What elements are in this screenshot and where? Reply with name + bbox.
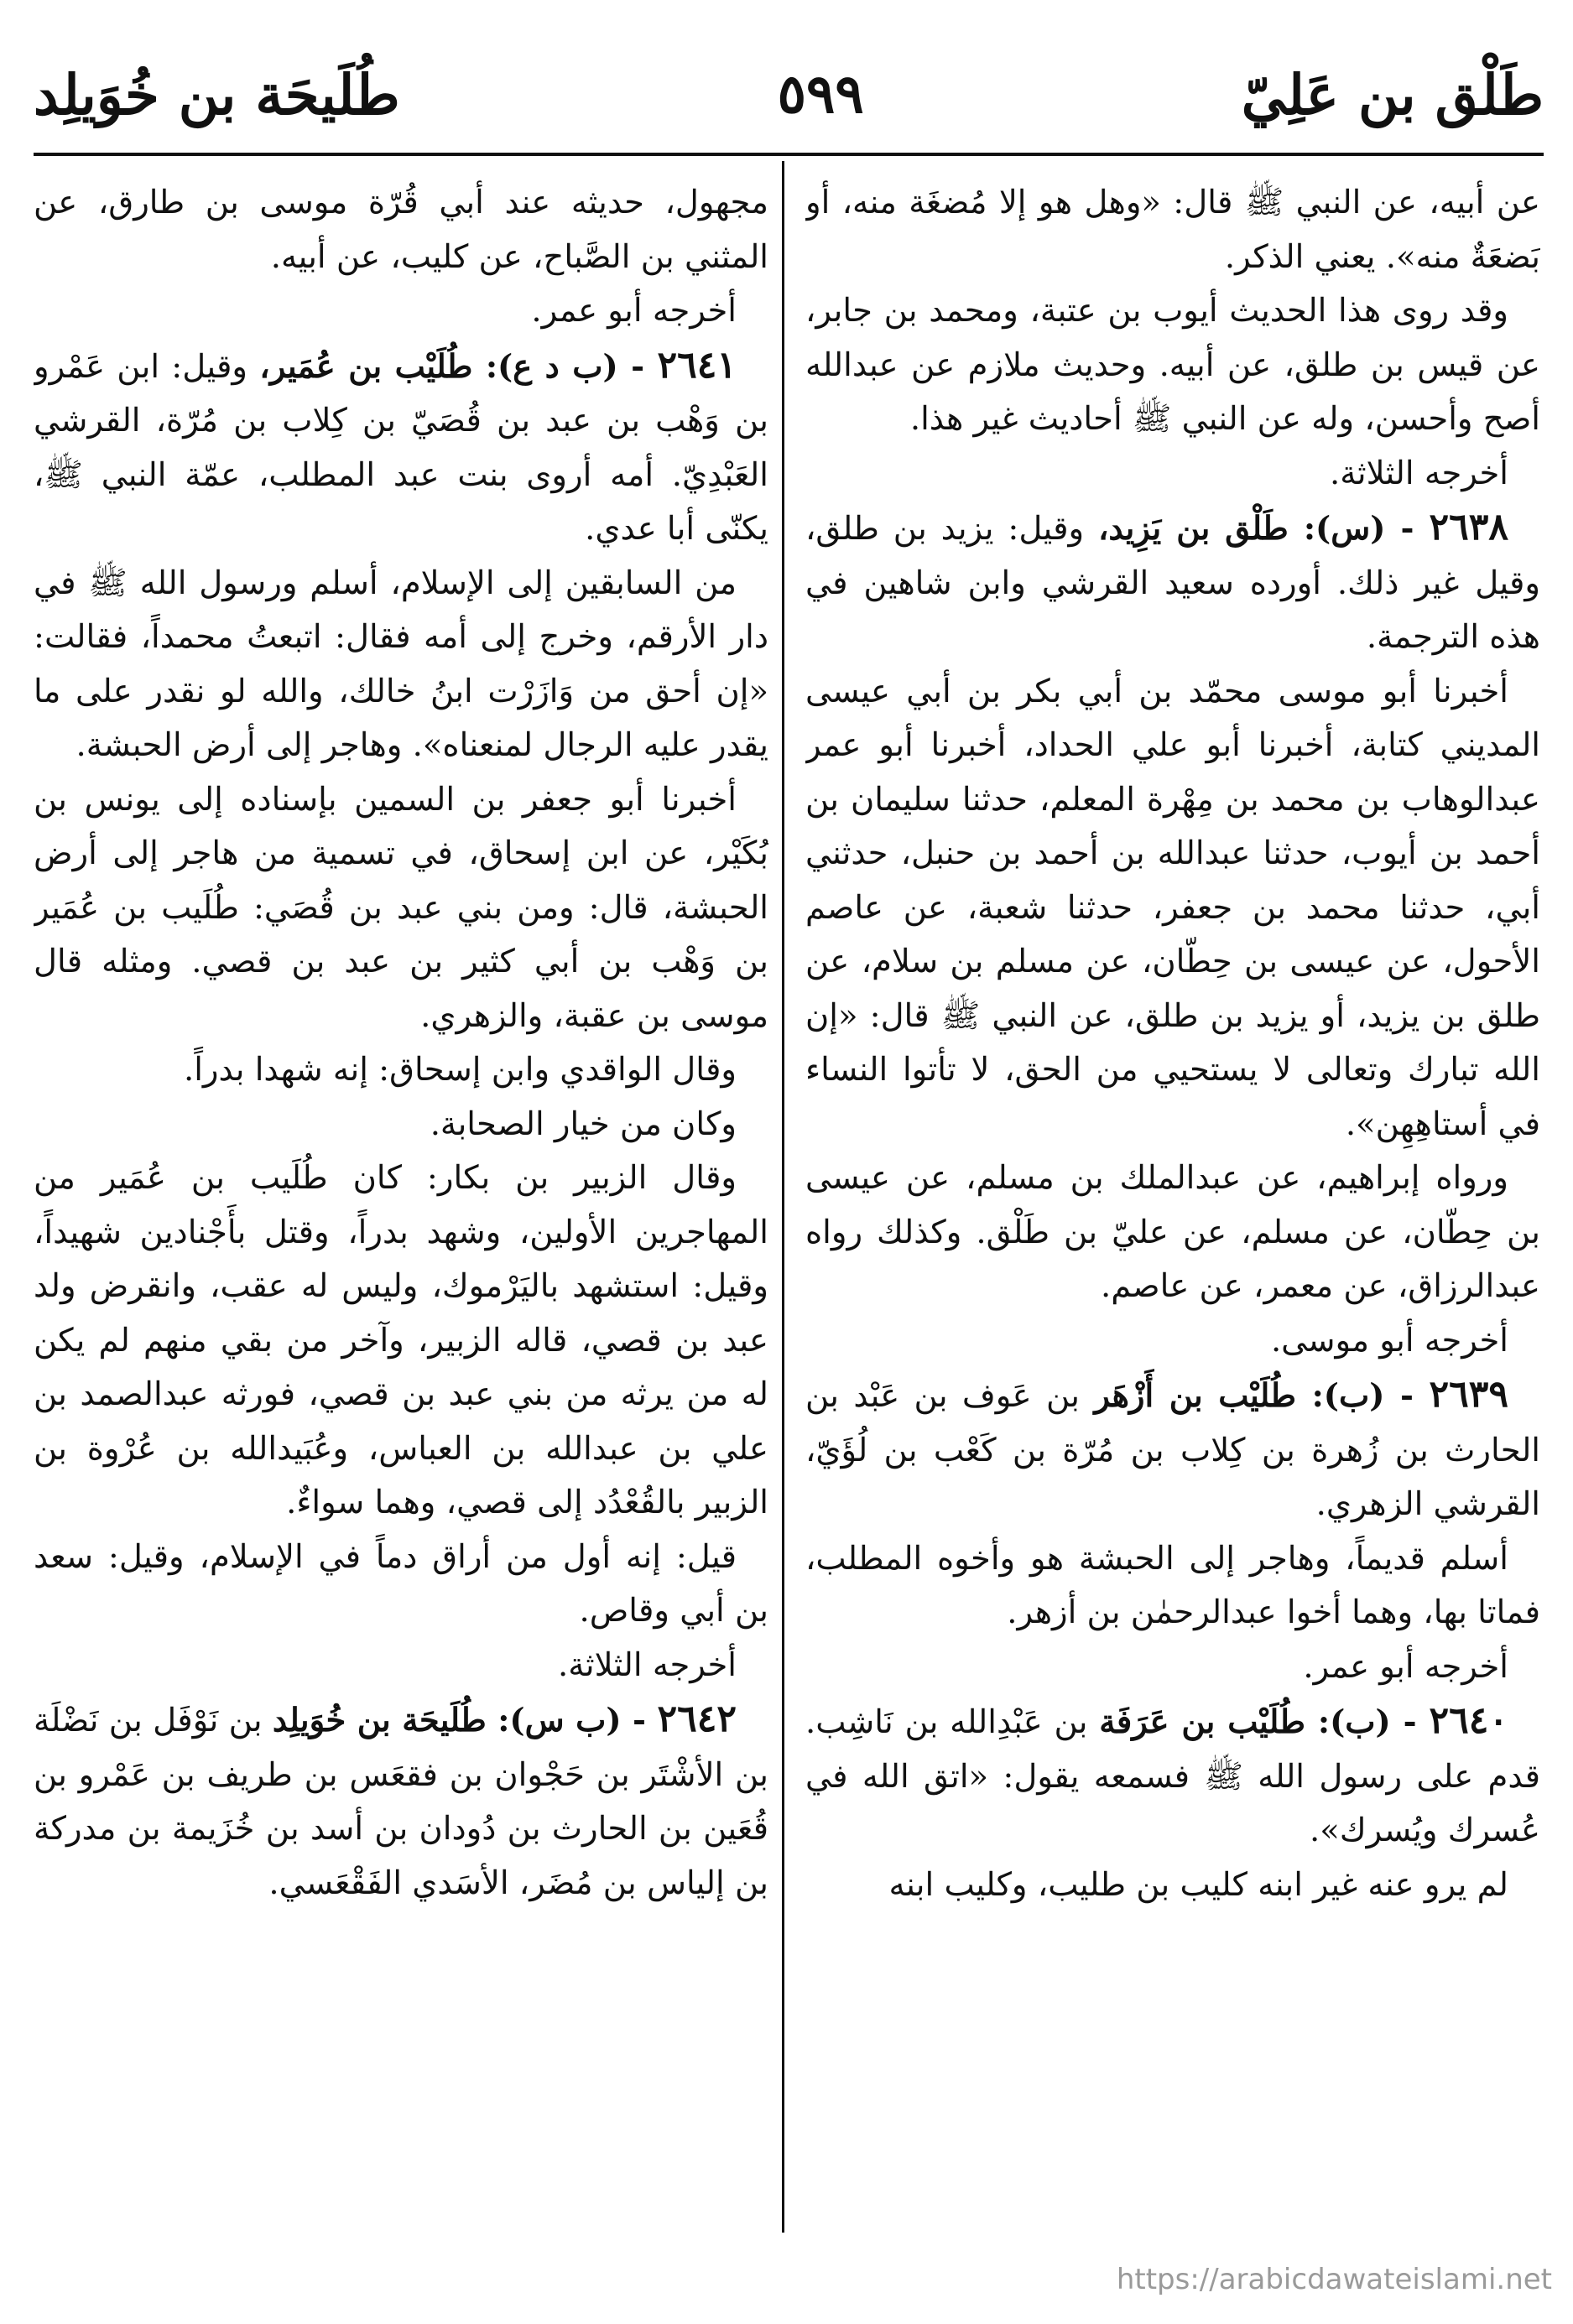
paragraph: ورواه إبراهيم، عن عبدالملك بن مسلم، عن عيسى بن حِطّان، عن مسلم، عن عليّ بن طَلْق. وكذلك رواه عبدالرزاق، عن معمر، عن عاصم. — [805, 1159, 1540, 1305]
paragraph: وكان من خيار الصحابة. — [430, 1105, 737, 1143]
paragraph: من السابقين إلى الإسلام، أسلم ورسول الله ﷺ في دار الأرقم، وخرج إلى أمه فقال: اتبعتُ محمداً، فقالت: «إن أحق من وَازَرْت ابنُ خالك، والله لو نقدر على ما يقدر عليه الرجال لمنعناه». وهاجر إلى أرض الحبشة. — [34, 564, 768, 764]
entry-number: ٢٦٤١ — [657, 343, 737, 387]
paragraph: وقال الواقدي وابن إسحاق: إنه شهدا بدراً. — [184, 1051, 737, 1089]
entry-heading: - (ب): طُلَيْب بن أَزْهَر — [1094, 1377, 1430, 1415]
page-number: ٥٩٩ — [777, 63, 864, 126]
entry-2640 — [805, 1694, 1540, 1859]
entry-number: ٢٦٣٩ — [1429, 1373, 1508, 1416]
paragraph: وقال الزبير بن بكار: كان طُلَيب بن عُمَير من المهاجرين الأولين، وشهد بدراً، وقتل بأَجْنادين شهيداً، وقيل: استشهد باليَرْموك، وليس له عقب، وانقرض ولد عبد بن قصي، قاله الزبير، وآخر من بقي منهم لم يكن له من يرثه من بني عبد بن قصي، فورثه عبدالصمد بن علي بن عبدالله بن العباس، وعُبَيدالله بن عُرْوة بن الزبير بالقُعْدُد إلى قصي، وهما سواءٌ. — [34, 1159, 768, 1521]
paragraph: أخبرنا أبو موسى محمّد بن أبي بكر بن أبي عيسى المديني كتابة، أخبرنا أبو علي الحداد، أخبرنا أبو عمر عبدالوهاب بن محمد بن مِهْرة المعلم، حدثنا سليمان بن أحمد بن أيوب، حدثنا عبدالله بن أحمد بن حنبل، حدثني أبي، حدثنا محمد بن جعفر، حدثنا شعبة، عن عاصم الأحول، عن عيسى بن حِطّان، عن مسلم بن سلام، عن طلق بن يزيد، أو يزيد بن طلق، عن النبي ﷺ قال: «إن الله تبارك وتعالى لا يستحيي من الحق، لا تأتوا النساء في أستاهِهِن». — [805, 672, 1540, 1143]
paragraph: قيل: إنه أول من أراق دماً في الإسلام، وقيل: سعد بن أبي وقاص. — [34, 1537, 768, 1630]
entry-heading: - (ب): طُلَيْب بن عَرَفَة — [1099, 1703, 1430, 1741]
entry-2638 — [805, 501, 1540, 665]
paragraph: أخرجه أبو عمر. — [531, 292, 737, 330]
entry-2641 — [34, 339, 768, 557]
entry-number: ٢٦٤٠ — [1429, 1699, 1509, 1742]
column-divider — [782, 161, 784, 2233]
entry-text: وقيل: يزيد بن طلق، وقيل غير ذلك. أورده سعيد القرشي وابن شاهين في هذه الترجمة. — [805, 510, 1540, 656]
right-column — [805, 176, 1540, 2248]
header-rule — [34, 153, 1544, 156]
entry-text: بن عَبْدِالله بن نَاشِب. قدم على رسول الله ﷺ فسمعه يقول: «اتق الله في عُسرك ويُسرك». — [805, 1703, 1540, 1849]
entry-number: ٢٦٣٨ — [1429, 506, 1508, 549]
paragraph: أخرجه الثلاثة. — [557, 1646, 737, 1684]
paragraph: مجهول، حديثه عند أبي قُرّة موسى بن طارق، عن المثني بن الصَّباح، عن كليب، عن أبيه. — [34, 184, 768, 276]
entry-heading: - (ب س): طُلَيحَة بن خُوَيلِد — [272, 1702, 658, 1739]
entry-text: بن عَوف بن عَبْد بن الحارث بن زُهرة بن كِلاب بن مُرّة بن كَعْب بن لُؤَيّ، القرشي الزهري. — [805, 1377, 1540, 1523]
paragraph: أخرجه أبو عمر. — [1303, 1647, 1508, 1686]
page-header — [34, 49, 1544, 141]
paragraph: لم يرو عنه غير ابنه كليب بن طليب، وكليب ابنه — [888, 1865, 1508, 1904]
entry-2642 — [34, 1692, 768, 1911]
running-title-right: طَلْق بن عَلِيّ — [1241, 62, 1544, 127]
entry-2639 — [805, 1368, 1540, 1532]
entry-heading: - (ب د ع): طُلَيْب بن عُمَير، — [259, 347, 658, 386]
entry-heading: - (س): طَلْق بن يَزِيد، — [1097, 510, 1430, 548]
watermark-url: https://arabicdawateislami.net — [1116, 2263, 1552, 2296]
entry-text: وقيل: ابن عَمْرو بن وَهْب بن عبد بن قُصَيّ بن كِلاب بن مُرّة، القرشي العَبْدِيّ. أمه أروى بنت عبد المطلب، عمّة النبي ﷺ، يكنّى أبا عدي. — [34, 347, 768, 548]
paragraph: أسلم قديماً، وهاجر إلى الحبشة هو وأخوه المطلب، فماتا بها، وهما أخوا عبدالرحمٰن بن أزهر. — [805, 1539, 1540, 1631]
paragraph: وقد روى هذا الحديث أيوب بن عتبة، ومحمد بن جابر، عن قيس بن طلق، عن أبيه. وحديث ملازم عن عبدالله أصح وأحسن، وله عن النبي ﷺ أحاديث غير هذا. — [805, 292, 1540, 438]
paragraph: عن أبيه، عن النبي ﷺ قال: «وهل هو إلا مُضغَة منه، أو بَضعَةٌ منه». يعني الذكر. — [805, 184, 1540, 276]
entry-text: بن نَوْفَل بن نَضْلَة بن الأشْتَر بن حَجْوان بن فقعَس بن طريف بن عَمْرو بن قُعَين بن الحارث بن دُودان بن أسد بن خُزَيمة بن مدركة بن إلياس بن مُضَر، الأسَدي الفَقْعَسي. — [34, 1702, 768, 1902]
paragraph: أخرجه الثلاثة. — [1329, 454, 1508, 492]
entry-number: ٢٦٤٢ — [657, 1698, 737, 1740]
paragraph: أخبرنا أبو جعفر بن السمين بإسناده إلى يونس بن بُكَيْر، عن ابن إسحاق، في تسمية من هاجر إلى أرض الحبشة، قال: ومن بني عبد بن قُصَي: طُلَيب بن عُمَير بن وَهْب بن أبي كثير بن عبد بن قصي. ومثله قال موسى بن عقبة، والزهري. — [34, 780, 768, 1035]
paragraph: أخرجه أبو موسى. — [1270, 1321, 1508, 1360]
left-column — [34, 176, 768, 2248]
running-title-left: طُلَيحَة بن خُوَيلِد — [34, 62, 400, 127]
